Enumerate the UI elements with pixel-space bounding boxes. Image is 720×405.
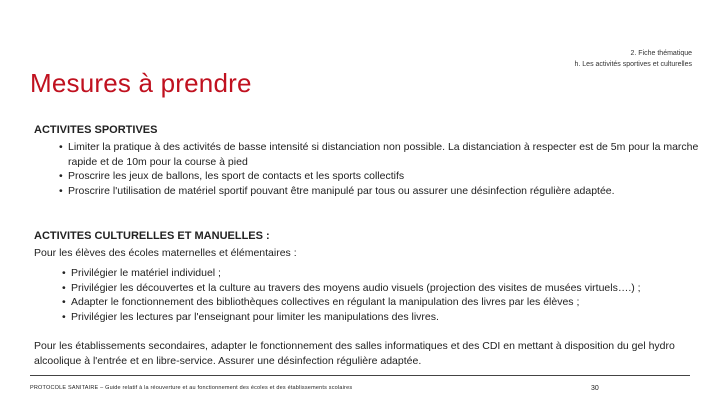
sports-heading: ACTIVITES SPORTIVES <box>34 124 158 136</box>
section-header-line2: h. Les activités sportives et culturelles <box>574 61 692 68</box>
culture-intro: Pour les élèves des écoles maternelles et élémentaires : <box>34 247 297 259</box>
secondary-paragraph: Pour les établissements secondaires, adapter le fonctionnement des salles informatiques et des CDI en mettant à disposition du gel hydro alcoolique à l'entrée et en libre-service. Assurer une désinfection régulière adaptée. <box>34 340 675 367</box>
section-header-line1: 2. Fiche thématique <box>630 50 692 57</box>
list-item: • Privilégier les découvertes et la culture au travers des moyens audio visuels (projection des visites de musées virtuels….) ; <box>62 281 702 296</box>
culture-heading: ACTIVITES CULTURELLES ET MANUELLES : <box>34 230 270 242</box>
list-item: • Adapter le fonctionnement des bibliothèques collectives en régulant la manipulation des livres par les élèves ; <box>62 295 702 310</box>
list-item: • Proscrire les jeux de ballons, les sport de contacts et les sports collectifs <box>59 169 699 184</box>
culture-list <box>62 266 702 324</box>
page-number: 30 <box>591 385 599 392</box>
list-item: • Privilégier le matériel individuel ; <box>62 266 702 281</box>
section-header <box>575 48 693 70</box>
list-item: • Privilégier les lectures par l'enseignant pour limiter les manipulations des livres. <box>62 310 702 325</box>
list-item: • Limiter la pratique à des activités de basse intensité si distanciation non possible. La distanciation à respecter est de 5m pour la marche rapide et de 10m pour la course à pied <box>59 140 699 169</box>
list-item: • Proscrire l'utilisation de matériel sportif pouvant être manipulé par tous ou assurer une désinfection régulière adaptée. <box>59 184 699 199</box>
footer-divider <box>30 375 690 376</box>
sports-list <box>59 140 699 198</box>
page-title: Mesures à prendre <box>30 68 252 98</box>
footer-text: PROTOCOLE SANITAIRE – Guide relatif à la réouverture et au fonctionnement des écoles et des établissements scolaires <box>30 385 353 391</box>
